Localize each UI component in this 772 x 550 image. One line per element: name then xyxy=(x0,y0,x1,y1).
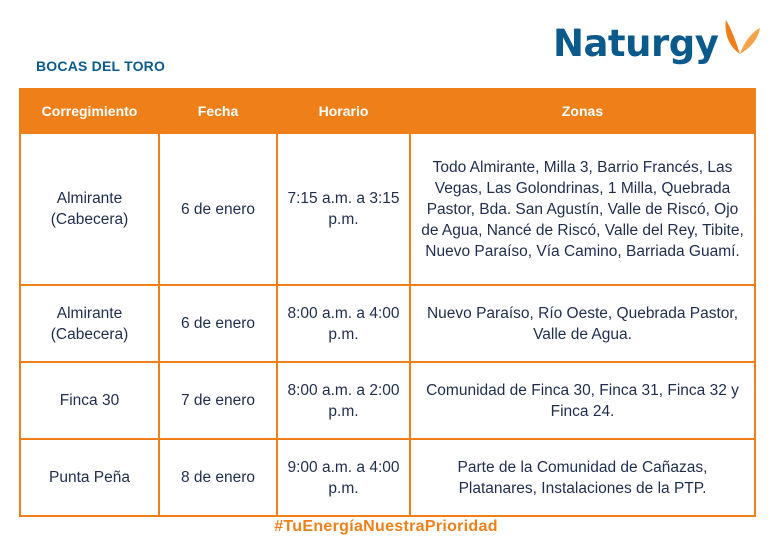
table-row xyxy=(20,133,755,285)
schedule-table xyxy=(19,88,756,517)
cell-zonas: Todo Almirante, Milla 3, Barrio Francés, Las Vegas, Las Golondrinas, 1 Milla, Quebrada Pastor, Bda. San Agustín, Valle de Riscó, Ojo de Agua, Nancé de Riscó, Valle del Rey, Tibite, Nuevo Paraíso, Vía Camino, Barriada Guamí. xyxy=(410,133,755,285)
cell-zonas: Comunidad de Finca 30, Finca 31, Finca 32 y Finca 24. xyxy=(410,362,755,439)
column-header-zonas: Zonas xyxy=(410,89,755,133)
cell-corregimiento: Punta Peña xyxy=(20,439,159,516)
table-row xyxy=(20,439,755,516)
cell-fecha: 6 de enero xyxy=(159,285,277,362)
cell-fecha: 8 de enero xyxy=(159,439,277,516)
cell-horario: 8:00 a.m. a 2:00 p.m. xyxy=(277,362,410,439)
table-row xyxy=(20,285,755,362)
cell-zonas: Nuevo Paraíso, Río Oeste, Quebrada Pastor, Valle de Agua. xyxy=(410,285,755,362)
cell-horario: 8:00 a.m. a 4:00 p.m. xyxy=(277,285,410,362)
column-header-corregimiento: Corregimiento xyxy=(20,89,159,133)
table-header-row xyxy=(20,89,755,133)
table-row xyxy=(20,362,755,439)
cell-horario: 7:15 a.m. a 3:15 p.m. xyxy=(277,133,410,285)
region-title: BOCAS DEL TORO xyxy=(36,58,166,74)
cell-fecha: 7 de enero xyxy=(159,362,277,439)
butterfly-icon xyxy=(722,18,762,60)
naturgy-logo xyxy=(553,16,762,72)
cell-zonas: Parte de la Comunidad de Cañazas, Platanares, Instalaciones de la PTP. xyxy=(410,439,755,516)
cell-corregimiento: Finca 30 xyxy=(20,362,159,439)
column-header-fecha: Fecha xyxy=(159,89,277,133)
cell-corregimiento: Almirante (Cabecera) xyxy=(20,133,159,285)
cell-fecha: 6 de enero xyxy=(159,133,277,285)
cell-horario: 9:00 a.m. a 4:00 p.m. xyxy=(277,439,410,516)
cell-corregimiento: Almirante (Cabecera) xyxy=(20,285,159,362)
campaign-hashtag: #TuEnergíaNuestraPrioridad xyxy=(274,518,498,535)
logo-wordmark: Naturgy xyxy=(553,22,719,65)
column-header-horario: Horario xyxy=(277,89,410,133)
